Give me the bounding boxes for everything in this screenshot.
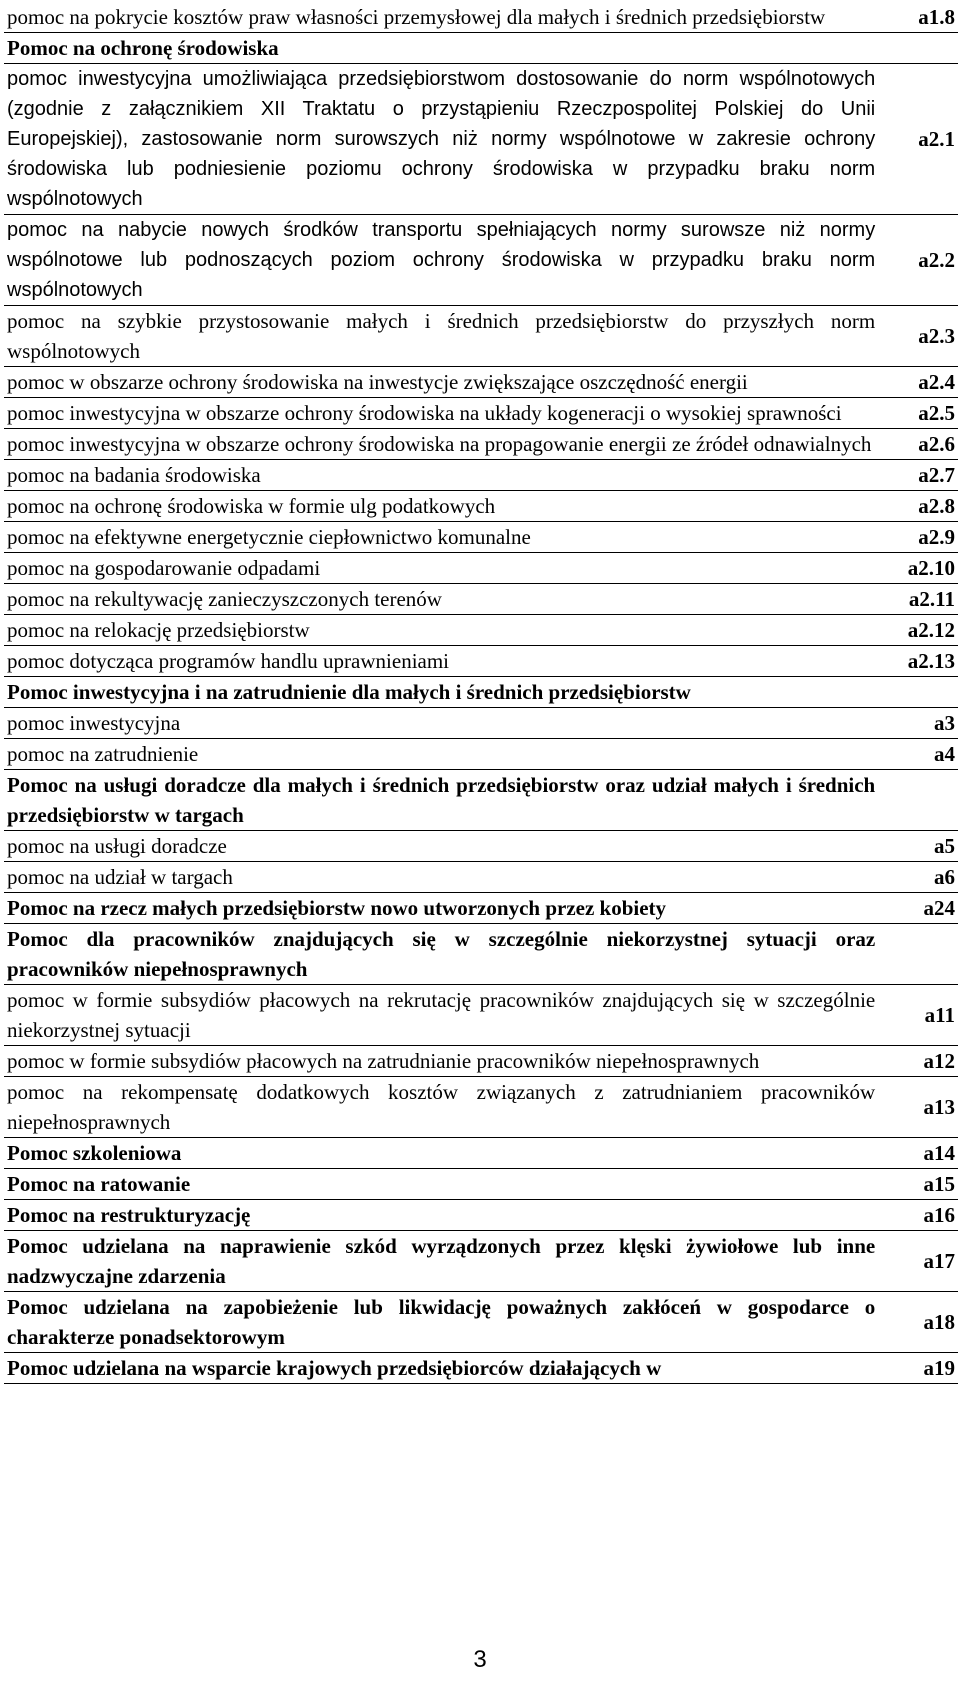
item-row [4,64,958,215]
aid-code: a24 [878,893,958,924]
aid-code: a2.10 [878,553,958,584]
aid-description: pomoc na usługi doradcze [4,831,878,862]
item-row [4,708,958,739]
section-title: Pomoc na usługi doradcze dla małych i średnich przedsiębiorstw oraz udział małych i średnich przedsiębiorstw w targach [4,770,878,831]
aid-code: a17 [878,1231,958,1292]
aid-description: pomoc inwestycyjna w obszarze ochrony środowiska na propagowanie energii ze źródeł odnawialnych [4,429,878,460]
aid-description: pomoc na udział w targach [4,862,878,893]
aid-code: a2.11 [878,584,958,615]
aid-code: a5 [878,831,958,862]
aid-code: a2.5 [878,398,958,429]
section-title: Pomoc udzielana na naprawienie szkód wyrządzonych przez klęski żywiołowe lub inne nadzwyczajne zdarzenia [4,1231,878,1292]
item-row [4,491,958,522]
aid-description: pomoc na gospodarowanie odpadami [4,553,878,584]
section-heading-row [4,677,958,708]
page-number: 3 [473,1646,487,1673]
aid-code [878,770,958,831]
section-row [4,1200,958,1231]
section-title: Pomoc inwestycyjna i na zatrudnienie dla małych i średnich przedsiębiorstw [4,677,878,708]
aid-code: a16 [878,1200,958,1231]
aid-description: pomoc inwestycyjna umożliwiająca przedsiębiorstwom dostosowanie do norm wspólnotowych (zgodnie z załącznikiem XII Traktatu o przystąpieniu Rzeczpospolitej Polskiej do Unii Europejskiej), zastosowanie norm surowszych niż normy wspólnotowe w zakresie ochrony środowiska lub podniesienie poziomu ochrony środowiska w przypadku braku norm wspólnotowych [4,64,878,215]
aid-code: a13 [878,1077,958,1138]
aid-code: a19 [878,1353,958,1384]
aid-description: pomoc w obszarze ochrony środowiska na inwestycje zwiększające oszczędność energii [4,367,878,398]
item-row [4,1077,958,1138]
aid-code: a2.3 [878,306,958,367]
item-row [4,615,958,646]
section-heading-row [4,924,958,985]
section-row [4,1169,958,1200]
aid-code: a14 [878,1138,958,1169]
section-row [4,1231,958,1292]
aid-code: a2.13 [878,646,958,677]
aid-description: pomoc w formie subsydiów płacowych na zatrudnianie pracowników niepełnosprawnych [4,1046,878,1077]
aid-code: a2.9 [878,522,958,553]
item-row [4,831,958,862]
aid-description: pomoc na relokację przedsiębiorstw [4,615,878,646]
aid-code: a18 [878,1292,958,1353]
aid-description: pomoc inwestycyjna w obszarze ochrony środowiska na układy kogeneracji o wysokiej sprawności [4,398,878,429]
section-title: Pomoc udzielana na zapobieżenie lub likwidację poważnych zakłóceń w gospodarce o charakterze ponadsektorowym [4,1292,878,1353]
section-title: Pomoc na rzecz małych przedsiębiorstw nowo utworzonych przez kobiety [4,893,878,924]
section-title: Pomoc na restrukturyzację [4,1200,878,1231]
item-row [4,460,958,491]
aid-description: pomoc na rekultywację zanieczyszczonych terenów [4,584,878,615]
aid-description: pomoc inwestycyjna [4,708,878,739]
item-row [4,985,958,1046]
aid-description: pomoc na ochronę środowiska w formie ulg podatkowych [4,491,878,522]
item-row [4,584,958,615]
aid-code: a2.1 [878,64,958,215]
aid-code: a2.7 [878,460,958,491]
section-title: Pomoc na ratowanie [4,1169,878,1200]
section-heading-row [4,770,958,831]
section-row [4,1138,958,1169]
aid-description: pomoc na efektywne energetycznie ciepłownictwo komunalne [4,522,878,553]
section-title: Pomoc na ochronę środowiska [4,33,878,64]
aid-code: a2.4 [878,367,958,398]
item-row [4,2,958,33]
section-title: Pomoc dla pracowników znajdujących się w szczególnie niekorzystnej sytuacji oraz pracowników niepełnosprawnych [4,924,878,985]
section-row [4,893,958,924]
aid-description: pomoc na zatrudnienie [4,739,878,770]
aid-categories-table [4,2,958,1384]
aid-code [878,677,958,708]
aid-code: a2.2 [878,215,958,306]
aid-categories-body [4,2,958,1384]
item-row [4,306,958,367]
aid-code: a4 [878,739,958,770]
section-title: Pomoc szkoleniowa [4,1138,878,1169]
aid-code: a2.12 [878,615,958,646]
aid-code: a2.6 [878,429,958,460]
item-row [4,646,958,677]
aid-description: pomoc na rekompensatę dodatkowych kosztów związanych z zatrudnianiem pracowników niepełnosprawnych [4,1077,878,1138]
aid-code: a15 [878,1169,958,1200]
item-row [4,429,958,460]
item-row [4,739,958,770]
section-row [4,1292,958,1353]
section-title: Pomoc udzielana na wsparcie krajowych przedsiębiorców działających w [4,1353,878,1384]
aid-code [878,924,958,985]
item-row [4,398,958,429]
aid-code: a3 [878,708,958,739]
aid-description: pomoc na pokrycie kosztów praw własności przemysłowej dla małych i średnich przedsiębiorstw [4,2,878,33]
item-row [4,367,958,398]
aid-description: pomoc na nabycie nowych środków transportu spełniających normy surowsze niż normy wspólnotowe lub podnoszących poziom ochrony środowiska w przypadku braku norm wspólnotowych [4,215,878,306]
aid-code: a6 [878,862,958,893]
aid-code: a2.8 [878,491,958,522]
item-row [4,1046,958,1077]
section-row [4,1353,958,1384]
aid-description: pomoc dotycząca programów handlu uprawnieniami [4,646,878,677]
aid-description: pomoc na badania środowiska [4,460,878,491]
aid-code: a1.8 [878,2,958,33]
aid-description: pomoc w formie subsydiów płacowych na rekrutację pracowników znajdujących się w szczególnie niekorzystnej sytuacji [4,985,878,1046]
aid-code: a11 [878,985,958,1046]
section-heading-row [4,33,958,64]
aid-code: a12 [878,1046,958,1077]
aid-code [878,33,958,64]
aid-description: pomoc na szybkie przystosowanie małych i średnich przedsiębiorstw do przyszłych norm wspólnotowych [4,306,878,367]
item-row [4,215,958,306]
item-row [4,553,958,584]
item-row [4,862,958,893]
item-row [4,522,958,553]
